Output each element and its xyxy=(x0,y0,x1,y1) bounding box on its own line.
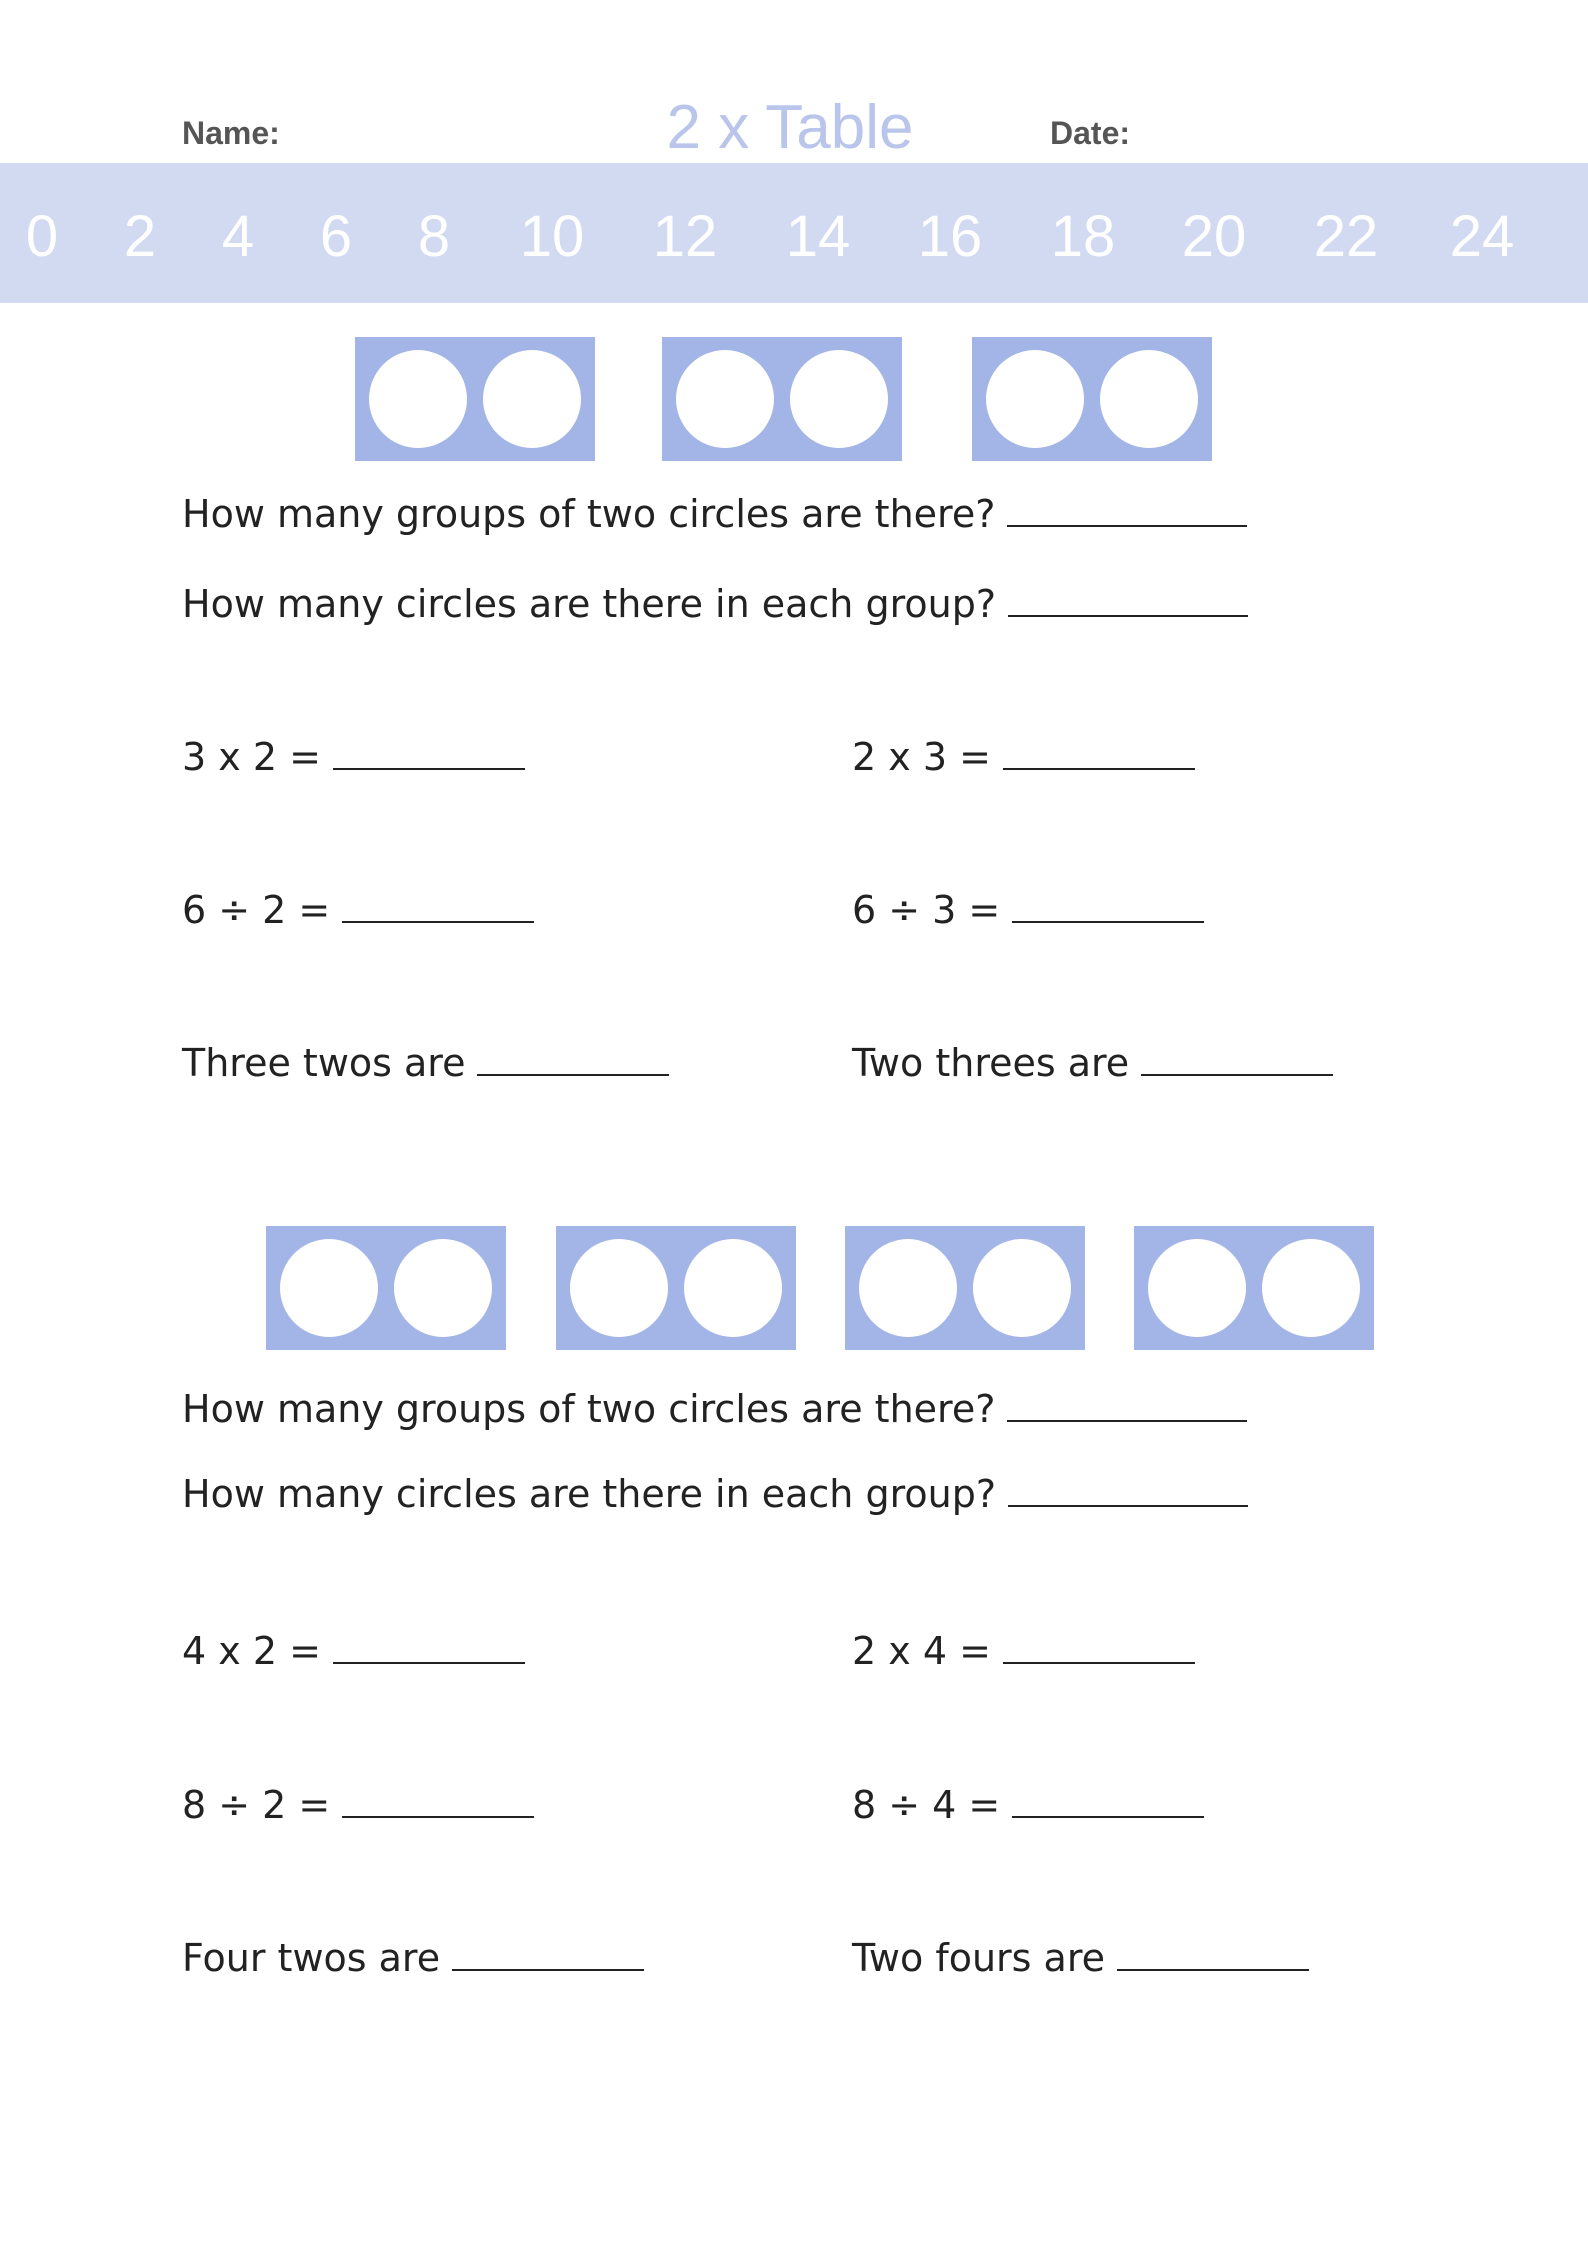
band-number: 14 xyxy=(785,204,851,269)
circle-group xyxy=(1134,1226,1374,1350)
circle-group xyxy=(556,1226,796,1350)
problem-text: 2 x 3 = xyxy=(852,735,991,779)
circle-group xyxy=(845,1226,1085,1350)
answer-blank[interactable] xyxy=(1141,1044,1333,1076)
problem xyxy=(852,1783,1204,1827)
problem-text: Three twos are xyxy=(182,1041,466,1085)
problem-text: 3 x 2 = xyxy=(182,735,321,779)
circle xyxy=(280,1239,378,1337)
circle xyxy=(676,350,774,448)
answer-blank[interactable] xyxy=(1007,1390,1247,1422)
circle xyxy=(483,350,581,448)
problem xyxy=(852,888,1204,932)
problem-text: Two fours are xyxy=(852,1936,1105,1980)
circle xyxy=(570,1239,668,1337)
circle xyxy=(986,350,1084,448)
question-circles-per-group xyxy=(182,1472,1248,1516)
problem xyxy=(852,1629,1195,1673)
page-title: 2 x Table xyxy=(666,93,914,162)
problem xyxy=(852,1041,1333,1085)
problem xyxy=(182,1936,644,1980)
band-number: 20 xyxy=(1181,204,1247,269)
circle xyxy=(790,350,888,448)
answer-blank[interactable] xyxy=(1008,585,1248,617)
problem xyxy=(852,1936,1309,1980)
band-number: 16 xyxy=(917,204,983,269)
problem-text: 2 x 4 = xyxy=(852,1629,991,1673)
question-groups-count xyxy=(182,1387,1247,1431)
answer-blank[interactable] xyxy=(333,738,525,770)
circle xyxy=(684,1239,782,1337)
circle-group xyxy=(972,337,1212,461)
answer-blank[interactable] xyxy=(1008,1475,1248,1507)
band-number: 10 xyxy=(519,204,585,269)
date-label: Date: xyxy=(1050,115,1131,151)
problem-text: 4 x 2 = xyxy=(182,1629,321,1673)
circle-group xyxy=(355,337,595,461)
question-text: How many groups of two circles are there? xyxy=(182,1387,996,1431)
problem xyxy=(182,1629,525,1673)
question-text: How many circles are there in each group? xyxy=(182,582,996,626)
answer-blank[interactable] xyxy=(452,1939,644,1971)
question-text: How many groups of two circles are there? xyxy=(182,492,996,536)
answer-blank[interactable] xyxy=(1003,738,1195,770)
answer-blank[interactable] xyxy=(477,1044,669,1076)
circle-group xyxy=(662,337,902,461)
band-number: 6 xyxy=(319,204,353,269)
answer-blank[interactable] xyxy=(1012,891,1204,923)
problem-text: 6 ÷ 3 = xyxy=(852,888,1001,932)
circle xyxy=(1100,350,1198,448)
band-number: 8 xyxy=(417,204,451,269)
band-number: 22 xyxy=(1313,204,1379,269)
answer-blank[interactable] xyxy=(1012,1786,1204,1818)
problem-text: Four twos are xyxy=(182,1936,441,1980)
band-number: 24 xyxy=(1449,204,1515,269)
answer-blank[interactable] xyxy=(1007,495,1247,527)
problem-text: 6 ÷ 2 = xyxy=(182,888,331,932)
problem-text: Two threes are xyxy=(852,1041,1130,1085)
band-number: 18 xyxy=(1050,204,1116,269)
band-number: 12 xyxy=(652,204,718,269)
answer-blank[interactable] xyxy=(1003,1632,1195,1664)
problem xyxy=(182,1783,534,1827)
circle-group xyxy=(266,1226,506,1350)
answer-blank[interactable] xyxy=(1117,1939,1309,1971)
band-number: 2 xyxy=(123,204,157,269)
circle xyxy=(394,1239,492,1337)
problem-text: 8 ÷ 4 = xyxy=(852,1783,1001,1827)
problem xyxy=(182,1041,669,1085)
question-circles-per-group xyxy=(182,582,1248,626)
circle xyxy=(1148,1239,1246,1337)
number-band xyxy=(0,163,1588,303)
problem xyxy=(182,735,525,779)
answer-blank[interactable] xyxy=(342,891,534,923)
problem xyxy=(182,888,534,932)
answer-blank[interactable] xyxy=(333,1632,525,1664)
question-text: How many circles are there in each group? xyxy=(182,1472,996,1516)
answer-blank[interactable] xyxy=(342,1786,534,1818)
problem xyxy=(852,735,1195,779)
circle xyxy=(369,350,467,448)
name-label: Name: xyxy=(182,115,280,151)
circle xyxy=(1262,1239,1360,1337)
band-number: 4 xyxy=(221,204,255,269)
circle xyxy=(973,1239,1071,1337)
question-groups-count xyxy=(182,492,1247,536)
problem-text: 8 ÷ 2 = xyxy=(182,1783,331,1827)
circle xyxy=(859,1239,957,1337)
band-number: 0 xyxy=(25,204,59,269)
